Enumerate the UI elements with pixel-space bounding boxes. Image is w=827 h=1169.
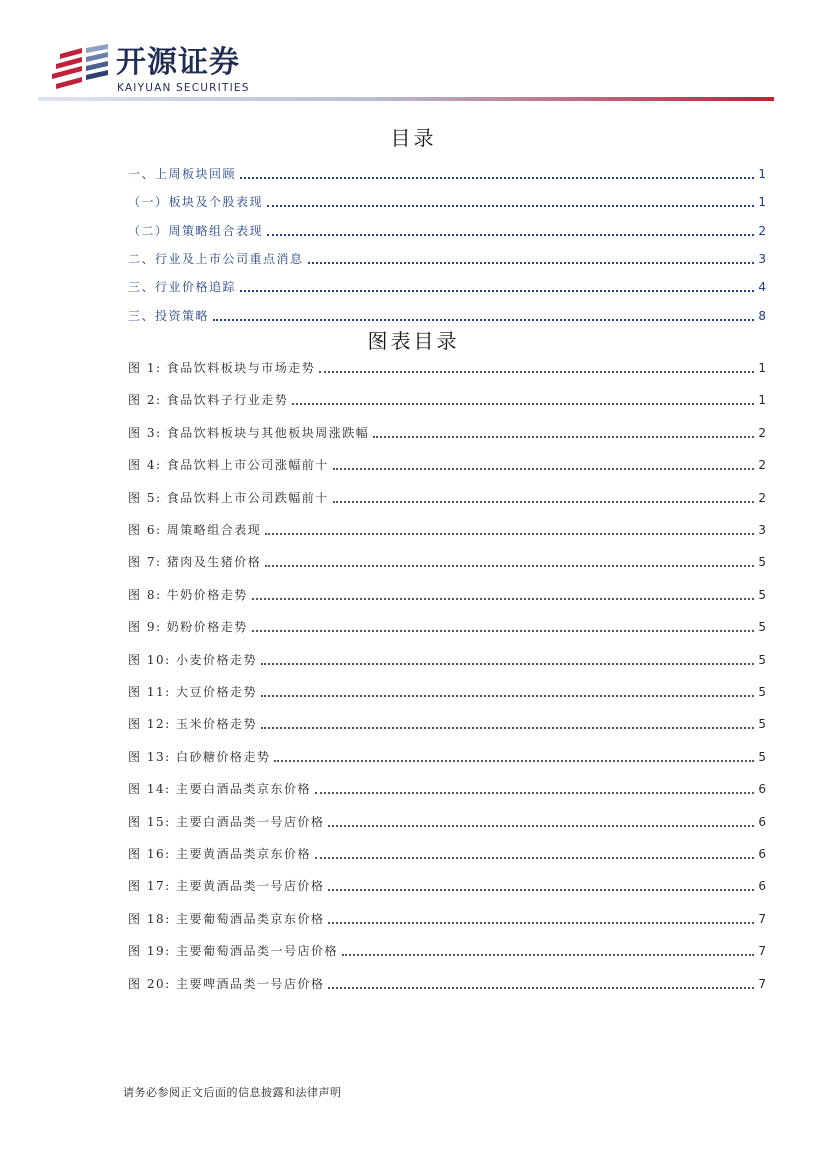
figure-entry-page-number: 5 (758, 587, 766, 602)
figure-entry-label: 图 2: 食品饮料子行业走势 (128, 393, 289, 408)
figure-entry-page-number: 5 (758, 620, 766, 635)
figure-entry-label: 图 1: 食品饮料板块与市场走势 (128, 361, 316, 375)
figure-entry-label: 图 15: 主要白酒品类一号店价格 (128, 814, 325, 829)
disclaimer-note: 请务必参阅正文后面的信息披露和法律声明 (123, 1086, 342, 1099)
figure-entry-label: 图 19: 主要葡萄酒品类一号店价格 (128, 944, 338, 959)
dot-leader (308, 262, 755, 264)
dot-leader (261, 695, 754, 697)
figure-entry[interactable] (128, 683, 766, 701)
toc-entry-page-number: 4 (758, 280, 766, 295)
figure-entry-page-number: 6 (758, 814, 766, 829)
figure-entry[interactable] (128, 715, 766, 733)
company-name-cn: 开源证券 (116, 45, 240, 80)
figure-entry[interactable] (128, 813, 766, 831)
toc-entry[interactable] (128, 222, 766, 240)
figure-entry[interactable] (128, 553, 766, 571)
dot-leader (252, 598, 755, 600)
figure-entry[interactable] (128, 651, 766, 669)
toc-entry-page-number: 3 (758, 251, 766, 266)
figure-entry-label: 图 3: 食品饮料板块与其他板块周涨跌幅 (128, 425, 370, 440)
figure-entry-page-number: 5 (758, 685, 766, 699)
figure-entry-page-number: 2 (758, 458, 766, 473)
figure-entry-label: 图 13: 白砂糖价格走势 (128, 749, 271, 764)
header-divider (38, 97, 774, 101)
dot-leader (265, 533, 754, 535)
figure-entry[interactable] (128, 975, 766, 993)
dot-leader (319, 371, 754, 373)
figure-entry[interactable] (128, 521, 766, 539)
figure-entry-page-number: 6 (758, 879, 766, 894)
figure-entry-label: 图 12: 玉米价格走势 (128, 717, 257, 732)
dot-leader (315, 857, 754, 859)
figure-entry[interactable] (128, 456, 766, 474)
dot-leader (328, 825, 754, 827)
figure-entry-page-number: 1 (758, 393, 766, 408)
figure-entry-page-number: 6 (758, 782, 766, 797)
figure-entry[interactable] (128, 586, 766, 604)
toc-entry-label: （一）板块及个股表现 (128, 195, 264, 210)
figure-entry-page-number: 3 (758, 523, 766, 537)
dot-leader (274, 760, 754, 762)
company-name-en: KAIYUAN SECURITIES (117, 82, 250, 94)
dot-leader (240, 290, 754, 292)
dot-leader (373, 436, 754, 438)
dot-leader (315, 792, 754, 794)
figure-entry-label: 图 7: 猪肉及生猪价格 (128, 555, 262, 570)
toc-entry-label: 三、行业价格追踪 (128, 280, 237, 295)
dot-leader (267, 234, 754, 236)
dot-leader (261, 727, 754, 729)
figure-entry-page-number: 7 (758, 976, 766, 991)
figure-entry[interactable] (128, 942, 766, 960)
figure-entry-label: 图 10: 小麦价格走势 (128, 652, 257, 667)
figure-entry[interactable] (128, 845, 766, 863)
figure-entry-page-number: 5 (758, 652, 766, 667)
dot-leader (267, 205, 754, 207)
dot-leader (333, 468, 755, 470)
figure-entry-label: 图 4: 食品饮料上市公司涨幅前十 (128, 458, 329, 473)
figure-entry-label: 图 14: 主要白酒品类京东价格 (128, 782, 311, 797)
toc-entry-label: （二）周策略组合表现 (128, 223, 264, 238)
dot-leader (328, 889, 754, 891)
figure-entry[interactable] (128, 618, 766, 636)
figure-entry-label: 图 20: 主要啤酒品类一号店价格 (128, 976, 325, 991)
toc-entry-page-number: 2 (758, 223, 766, 238)
figure-entry-label: 图 6: 周策略组合表现 (128, 523, 262, 537)
dot-leader (292, 403, 754, 405)
toc-entry[interactable] (128, 193, 766, 211)
figure-entry-page-number: 7 (758, 944, 766, 959)
figure-entry-page-number: 6 (758, 847, 766, 861)
figure-entry-page-number: 5 (758, 555, 766, 570)
dot-leader (328, 922, 754, 924)
toc-entry-page-number: 1 (758, 167, 766, 181)
toc-entry-label: 一、上周板块回顾 (128, 167, 237, 181)
figure-entry-label: 图 11: 大豆价格走势 (128, 685, 257, 699)
figure-entry-label: 图 5: 食品饮料上市公司跌幅前十 (128, 490, 329, 505)
toc-entry[interactable] (128, 165, 766, 183)
toc-entry-page-number: 8 (758, 308, 766, 323)
figure-entry-label: 图 18: 主要葡萄酒品类京东价格 (128, 911, 325, 926)
figure-entry[interactable] (128, 748, 766, 766)
figure-entry[interactable] (128, 877, 766, 895)
figure-entry[interactable] (128, 489, 766, 507)
page-header (0, 0, 827, 110)
figure-entry-page-number: 5 (758, 749, 766, 764)
dot-leader (333, 501, 755, 503)
figure-entry[interactable] (128, 391, 766, 409)
toc-title: 目录 (390, 126, 437, 150)
figure-entry-page-number: 5 (758, 717, 766, 732)
figure-entry-label: 图 9: 奶粉价格走势 (128, 620, 248, 635)
figure-entry[interactable] (128, 910, 766, 928)
dot-leader (328, 987, 754, 989)
toc-entry[interactable] (128, 278, 766, 296)
toc-entry-page-number: 1 (758, 195, 766, 210)
dot-leader (252, 630, 755, 632)
figure-entry-label: 图 17: 主要黄酒品类一号店价格 (128, 879, 325, 894)
figure-entry[interactable] (128, 780, 766, 798)
dot-leader (342, 954, 754, 956)
kaiyuan-logo-icon (52, 44, 110, 92)
figure-entry-page-number: 7 (758, 911, 766, 926)
dot-leader (240, 177, 754, 179)
toc-entry-label: 三、投资策略 (128, 308, 210, 323)
figure-entry-page-number: 2 (758, 490, 766, 505)
figure-entry-page-number: 1 (758, 361, 766, 375)
dot-leader (213, 319, 754, 321)
figure-entry-page-number: 2 (758, 425, 766, 440)
dot-leader (261, 663, 754, 665)
toc-entry-label: 二、行业及上市公司重点消息 (128, 251, 304, 266)
figure-entry-label: 图 8: 牛奶价格走势 (128, 587, 248, 602)
figure-entry[interactable] (128, 424, 766, 442)
toc-entry[interactable] (128, 307, 766, 325)
figures-title: 图表目录 (367, 329, 460, 353)
dot-leader (265, 565, 754, 567)
figure-entry-label: 图 16: 主要黄酒品类京东价格 (128, 847, 311, 861)
toc-entry[interactable] (128, 250, 766, 268)
figure-entry[interactable] (128, 359, 766, 377)
